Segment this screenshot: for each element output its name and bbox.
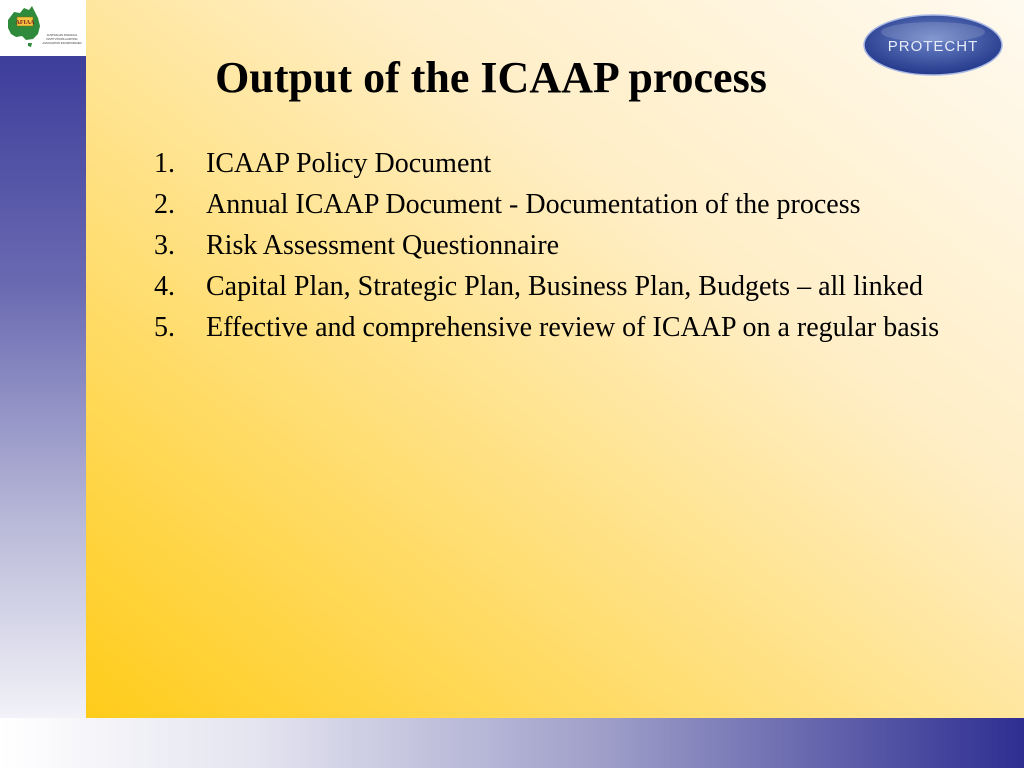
list-item-number: 3. bbox=[154, 230, 175, 261]
list-item bbox=[154, 143, 944, 184]
slide-title: Output of the ICAAP process bbox=[215, 53, 767, 102]
list-item bbox=[154, 307, 944, 348]
svg-text:INSTITUTIONS AUDITING: INSTITUTIONS AUDITING bbox=[46, 38, 78, 41]
list-item-number: 4. bbox=[154, 271, 175, 302]
svg-text:ASSOCIATION INCORPORATED: ASSOCIATION INCORPORATED bbox=[42, 42, 82, 45]
svg-text:AUSTRALIAN FINANCIAL: AUSTRALIAN FINANCIAL bbox=[46, 34, 78, 37]
australia-map-logo-icon bbox=[4, 2, 86, 54]
list-item bbox=[154, 184, 944, 225]
list-item bbox=[154, 266, 944, 307]
list-item-text: Annual ICAAP Document - Documentation of the process bbox=[206, 189, 861, 220]
list-item-text: Capital Plan, Strategic Plan, Business Plan, Budgets – all linked bbox=[206, 271, 924, 302]
logo-acronym: AFIAA bbox=[15, 20, 35, 26]
list-item-number: 2. bbox=[154, 189, 175, 220]
protecht-wordmark: PROTECHT bbox=[887, 38, 979, 55]
bottom-gradient-bar bbox=[0, 718, 1024, 768]
output-list bbox=[154, 143, 944, 348]
list-item-text: Risk Assessment Questionnaire bbox=[206, 230, 560, 261]
left-gradient-bar bbox=[0, 56, 86, 718]
list-item bbox=[154, 225, 944, 266]
list-item-number: 5. bbox=[154, 312, 175, 343]
list-item-text: ICAAP Policy Document bbox=[206, 148, 492, 179]
afiaa-logo bbox=[4, 2, 86, 54]
list-item-text: Effective and comprehensive review of ICAAP on a regular basis bbox=[206, 312, 940, 343]
list-item-number: 1. bbox=[154, 148, 175, 179]
slide-background bbox=[86, 0, 1024, 718]
